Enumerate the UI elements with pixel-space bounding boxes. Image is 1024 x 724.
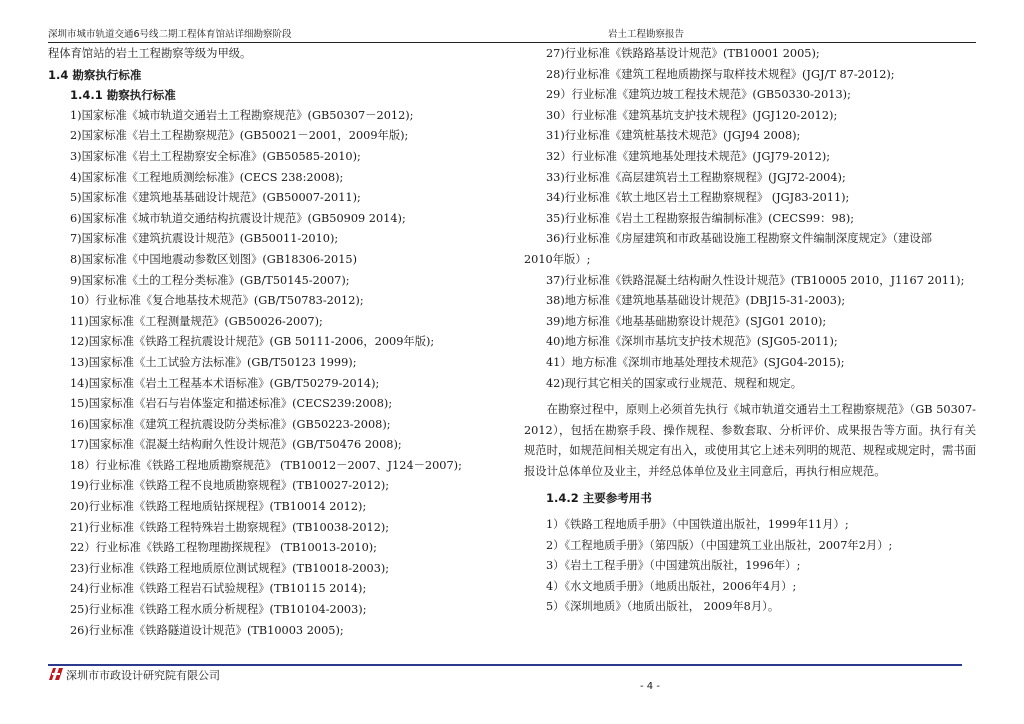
list-item: 35)行业标准《岩土工程勘察报告编制标准》(CECS99：98); — [546, 211, 855, 225]
footer-organization: 深圳市市政设计研究院有限公司 — [66, 669, 220, 682]
standards-list-right-continued — [524, 271, 976, 395]
list-item: 38)地方标准《建筑地基基础设计规范》(DBJ15-31-2003); — [546, 294, 846, 308]
list-item: 6)国家标准《城市轨道交通结构抗震设计规范》(GB50909 2014); — [70, 211, 406, 225]
subsection-heading: 1.4.1 勘察执行标准 — [70, 88, 176, 103]
list-item: 23)行业标准《铁路工程地质原位测试规程》(TB10018-2003); — [70, 561, 390, 575]
list-item: 25)行业标准《铁路工程水质分析规程》(TB10104-2003); — [70, 603, 367, 617]
list-item: 20)行业标准《铁路工程地质钻探规程》(TB10014 2012); — [70, 500, 367, 514]
intro-text: 程体育馆站的岩土工程勘察等级为甲级。 — [48, 47, 252, 60]
list-item: 2)国家标准《岩土工程勘察规范》(GB50021－2001，2009年版); — [70, 129, 409, 143]
list-item: 4)国家标准《工程地质测绘标准》(CECS 238:2008); — [70, 170, 344, 184]
list-item: 17)国家标准《混凝土结构耐久性设计规范》(GB/T50476 2008); — [70, 438, 402, 452]
list-item: 13)国家标准《土工试验方法标准》(GB/T50123 1999); — [70, 355, 357, 369]
list-item: 37)行业标准《铁路混凝土结构耐久性设计规范》(TB10005 2010，J1167 2011); — [546, 273, 965, 287]
page-number: - 4 - — [640, 681, 660, 692]
right-column — [524, 44, 976, 618]
list-item: 32）行业标准《建筑地基处理技术规范》(JGJ79-2012); — [546, 149, 831, 163]
list-item: 16)国家标准《建筑工程抗震设防分类标准》(GB50223-2008); — [70, 417, 391, 431]
list-item: 12)国家标准《铁路工程抗震设计规范》(GB 50111-2006，2009年版); — [70, 335, 435, 349]
list-item: 26)行业标准《铁路隧道设计规范》(TB10003 2005); — [70, 623, 344, 637]
list-item: 8)国家标准《中国地震动参数区划图》(GB18306-2015) — [70, 252, 357, 266]
list-item: 21)行业标准《铁路工程特殊岩土勘察规程》(TB10038-2012); — [70, 520, 390, 534]
list-item: 42)现行其它相关的国家或行业规范、规程和规定。 — [546, 376, 803, 390]
list-item: 10）行业标准《复合地基技术规范》(GB/T50783-2012); — [70, 294, 364, 308]
list-item: 5）《深圳地质》（地质出版社， 2009年8月）。 — [546, 600, 780, 614]
list-item: 2）《工程地质手册》（第四版）（中国建筑工业出版社，2007年2月）; — [546, 538, 893, 552]
body-paragraph: 在勘察过程中，原则上必须首先执行《城市轨道交通岩土工程勘察规范》（GB 50307-2012），包括在勘察手段、操作规程、参数套取、分析评价、成果报告等方面。执行有关规范时，如规范间相关规定有出入，或使用其它上述未列明的规范、规程或规定时，需书面报设计总体单位及业主，并经总体单位及业主同意后，再执行相应规范。 — [524, 403, 976, 478]
list-item: 1）《铁路工程地质手册》（中国铁道出版社，1999年11月）; — [546, 518, 849, 532]
list-item: 41）地方标准《深圳市地基处理技术规范》(SJG04-2015); — [546, 355, 845, 369]
subsection-heading-references: 1.4.2 主要参考用书 — [546, 491, 652, 506]
header-report-title: 岩土工程勘察报告 — [608, 29, 685, 40]
section-heading: 1.4 勘察执行标准 — [48, 67, 142, 82]
list-item: 15)国家标准《岩石与岩体鉴定和描述标准》(CECS239:2008); — [70, 397, 393, 411]
list-item: 39)地方标准《地基基础勘察设计规范》(SJG01 2010); — [546, 314, 827, 328]
list-item: 27)行业标准《铁路路基设计规范》(TB10001 2005); — [546, 47, 820, 60]
standards-list-left — [48, 106, 508, 641]
page-header — [48, 26, 976, 43]
list-item: 34)行业标准《软土地区岩土工程勘察规程》 (JGJ83-2011); — [546, 191, 850, 205]
list-item: 7)国家标准《建筑抗震设计规范》(GB50011-2010); — [70, 232, 339, 246]
list-item: 4）《水文地质手册》（地质出版社，2006年4月）; — [546, 579, 797, 593]
list-item: 28)行业标准《建筑工程地质勘探与取样技术规程》(JGJ/T 87-2012); — [546, 67, 895, 81]
list-item: 29）行业标准《建筑边坡工程技术规范》(GB50330-2013); — [546, 88, 851, 102]
list-item: 30）行业标准《建筑基坑支护技术规程》(JGJ120-2012); — [546, 108, 838, 122]
list-item: 14)国家标准《岩土工程基本术语标准》(GB/T50279-2014); — [70, 376, 380, 390]
list-item: 1)国家标准《城市轨道交通岩土工程勘察规范》(GB50307－2012); — [70, 108, 414, 122]
list-item: 18）行业标准《铁路工程地质勘察规范》 (TB10012－2007、J124－2007); — [70, 458, 462, 472]
list-item: 36)行业标准《房屋建筑和市政基础设施工程勘察文件编制深度规定》（建设部 — [546, 232, 932, 246]
list-item: 3）《岩土工程手册》（中国建筑出版社，1996年）; — [546, 559, 801, 573]
list-item: 24)行业标准《铁路工程岩石试验规程》(TB10115 2014); — [70, 582, 367, 596]
left-column — [48, 44, 508, 641]
standards-list-right — [524, 44, 976, 229]
list-item: 40)地方标准《深圳市基坑支护技术规范》(SJG05-2011); — [546, 335, 838, 349]
list-item: 11)国家标准《工程测量规范》(GB50026-2007); — [70, 314, 323, 328]
list-item: 19)行业标准《铁路工程不良地质勘察规程》(TB10027-2012); — [70, 479, 390, 493]
list-item: 31)行业标准《建筑桩基技术规范》(JGJ94 2008); — [546, 129, 801, 143]
reference-list — [524, 515, 976, 618]
list-item: 3)国家标准《岩土工程勘察安全标准》(GB50585-2010); — [70, 149, 361, 163]
list-item: 9)国家标准《土的工程分类标准》(GB/T50145-2007); — [70, 273, 350, 287]
header-project-title: 深圳市城市轨道交通6号线二期工程体育馆站详细勘察阶段 — [48, 29, 292, 40]
company-logo-icon — [48, 667, 64, 681]
list-item: 33)行业标准《高层建筑岩土工程勘察规程》(JGJ72-2004); — [546, 170, 846, 184]
list-item-continuation: 2010年版）; — [524, 252, 591, 266]
list-item: 5)国家标准《建筑地基基础设计规范》(GB50007-2011); — [70, 191, 361, 205]
list-item: 22）行业标准《铁路工程物理勘探规程》 (TB10013-2010); — [70, 541, 377, 555]
footer-rule — [48, 664, 962, 666]
